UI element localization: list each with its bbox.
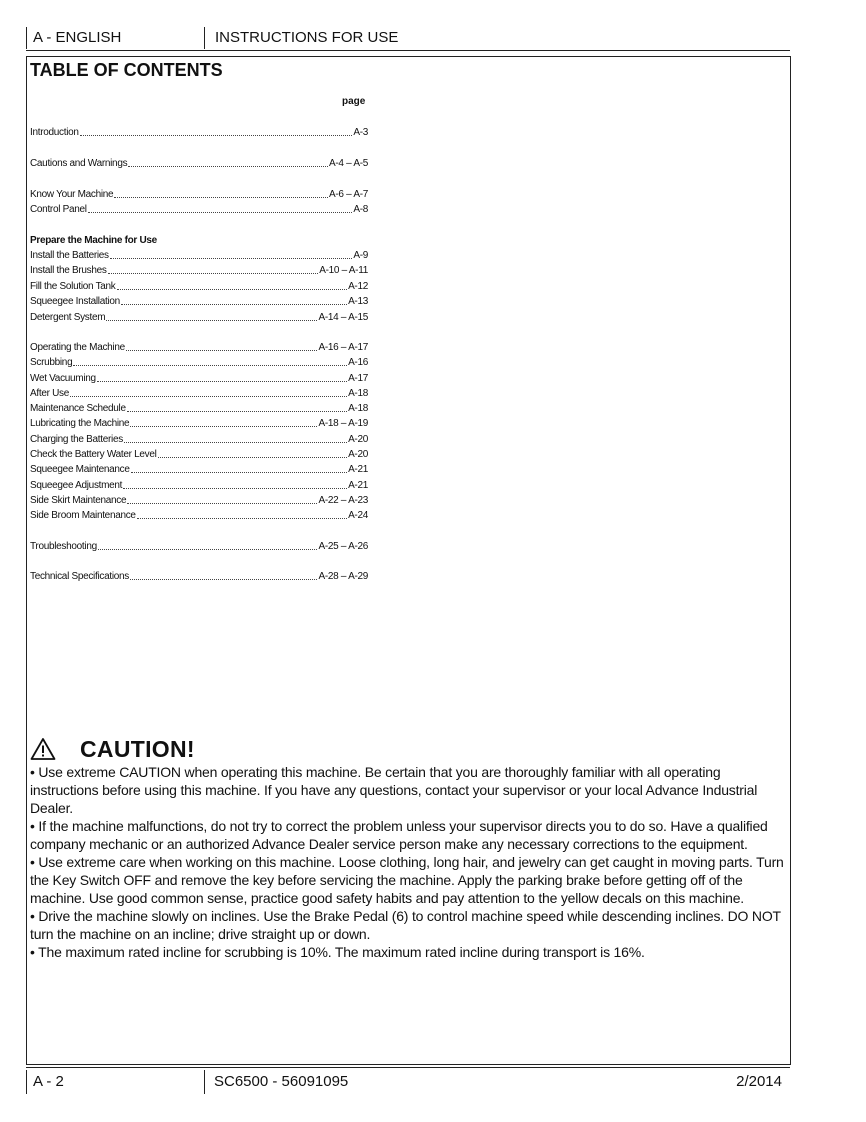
toc-entry[interactable]: Wet Vacuuming A-17 (30, 373, 368, 384)
caution-bullet: • Use extreme CAUTION when operating this machine. Be certain that you are thoroughly familiar with all operating instructions before using this machine. If you have any questions, contact your supervisor or your local Advance Industrial Dealer. (30, 764, 758, 816)
footer-model: SC6500 - 56091095 (204, 1070, 348, 1094)
toc-entry[interactable]: Operating the Machine A-16 – A-17 (30, 342, 368, 353)
toc-entry[interactable]: Troubleshooting A-25 – A-26 (30, 541, 368, 552)
toc-entry[interactable]: Fill the Solution Tank A-12 (30, 281, 368, 292)
footer-date: 2/2014 (736, 1073, 782, 1090)
caution-heading (30, 734, 195, 764)
toc-page-label: page (342, 96, 366, 107)
header-divider (26, 50, 790, 51)
warning-triangle-icon (30, 737, 56, 761)
toc-entry[interactable]: Detergent System A-14 – A-15 (30, 312, 368, 323)
caution-title: CAUTION! (80, 735, 195, 762)
caution-text (30, 763, 786, 961)
header-title: INSTRUCTIONS FOR USE (204, 27, 398, 49)
toc-entry[interactable]: Technical Specifications A-28 – A-29 (30, 571, 368, 582)
footer-divider (26, 1067, 790, 1068)
page-header (26, 27, 790, 51)
toc-entry[interactable]: Control Panel A-8 (30, 204, 368, 215)
toc-entry[interactable]: Squeegee Installation A-13 (30, 296, 368, 307)
header-language: A - ENGLISH (26, 27, 211, 49)
toc-section-heading: Prepare the Machine for Use (30, 235, 157, 246)
toc-entry[interactable]: Side Broom Maintenance A-24 (30, 510, 368, 521)
toc-entry[interactable]: Maintenance Schedule A-18 (30, 403, 368, 414)
toc-entry[interactable]: Install the Batteries A-9 (30, 250, 368, 261)
toc-entry[interactable]: Side Skirt Maintenance A-22 – A-23 (30, 495, 368, 506)
caution-bullet: • The maximum rated incline for scrubbing is 10%. The maximum rated incline during transport is 16%. (30, 944, 645, 960)
caution-bullet: • Drive the machine slowly on inclines. Use the Brake Pedal (6) to control machine speed while descending inclines. DO NOT turn the machine on an incline; drive straight up or down. (30, 908, 781, 942)
toc-entry[interactable]: Scrubbing A-16 (30, 357, 368, 368)
toc-entry[interactable]: Install the Brushes A-10 – A-11 (30, 265, 368, 276)
toc-entry[interactable]: Know Your Machine A-6 – A-7 (30, 189, 368, 200)
footer-page-number: A - 2 (26, 1070, 209, 1094)
toc-entry[interactable]: Check the Battery Water Level A-20 (30, 449, 368, 460)
toc-entry[interactable]: After Use A-18 (30, 388, 368, 399)
toc-entry[interactable]: Squeegee Maintenance A-21 (30, 464, 368, 475)
caution-bullet: • If the machine malfunctions, do not try to correct the problem unless your supervisor directs you to do so. Have a qualified company mechanic or an authorized Advance Dealer service person make any necessary corrections to the equipment. (30, 818, 768, 852)
caution-bullet: • Use extreme care when working on this machine. Loose clothing, long hair, and jewelry can get caught in moving parts. Turn the Key Switch OFF and remove the key before servicing the machine. Apply the parking brake before getting off of the machine. Use good common sense, practice good safety habits and pay attention to the yellow decals on this machine. (30, 854, 784, 906)
toc-entry[interactable]: Introduction A-3 (30, 127, 368, 138)
toc-entry[interactable]: Cautions and Warnings A-4 – A-5 (30, 158, 368, 169)
toc-entry[interactable]: Charging the Batteries A-20 (30, 434, 368, 445)
toc-title: TABLE OF CONTENTS (30, 60, 223, 80)
toc-entry[interactable]: Squeegee Adjustment A-21 (30, 480, 368, 491)
page-footer (26, 1070, 790, 1094)
toc-entry[interactable]: Lubricating the Machine A-18 – A-19 (30, 418, 368, 429)
